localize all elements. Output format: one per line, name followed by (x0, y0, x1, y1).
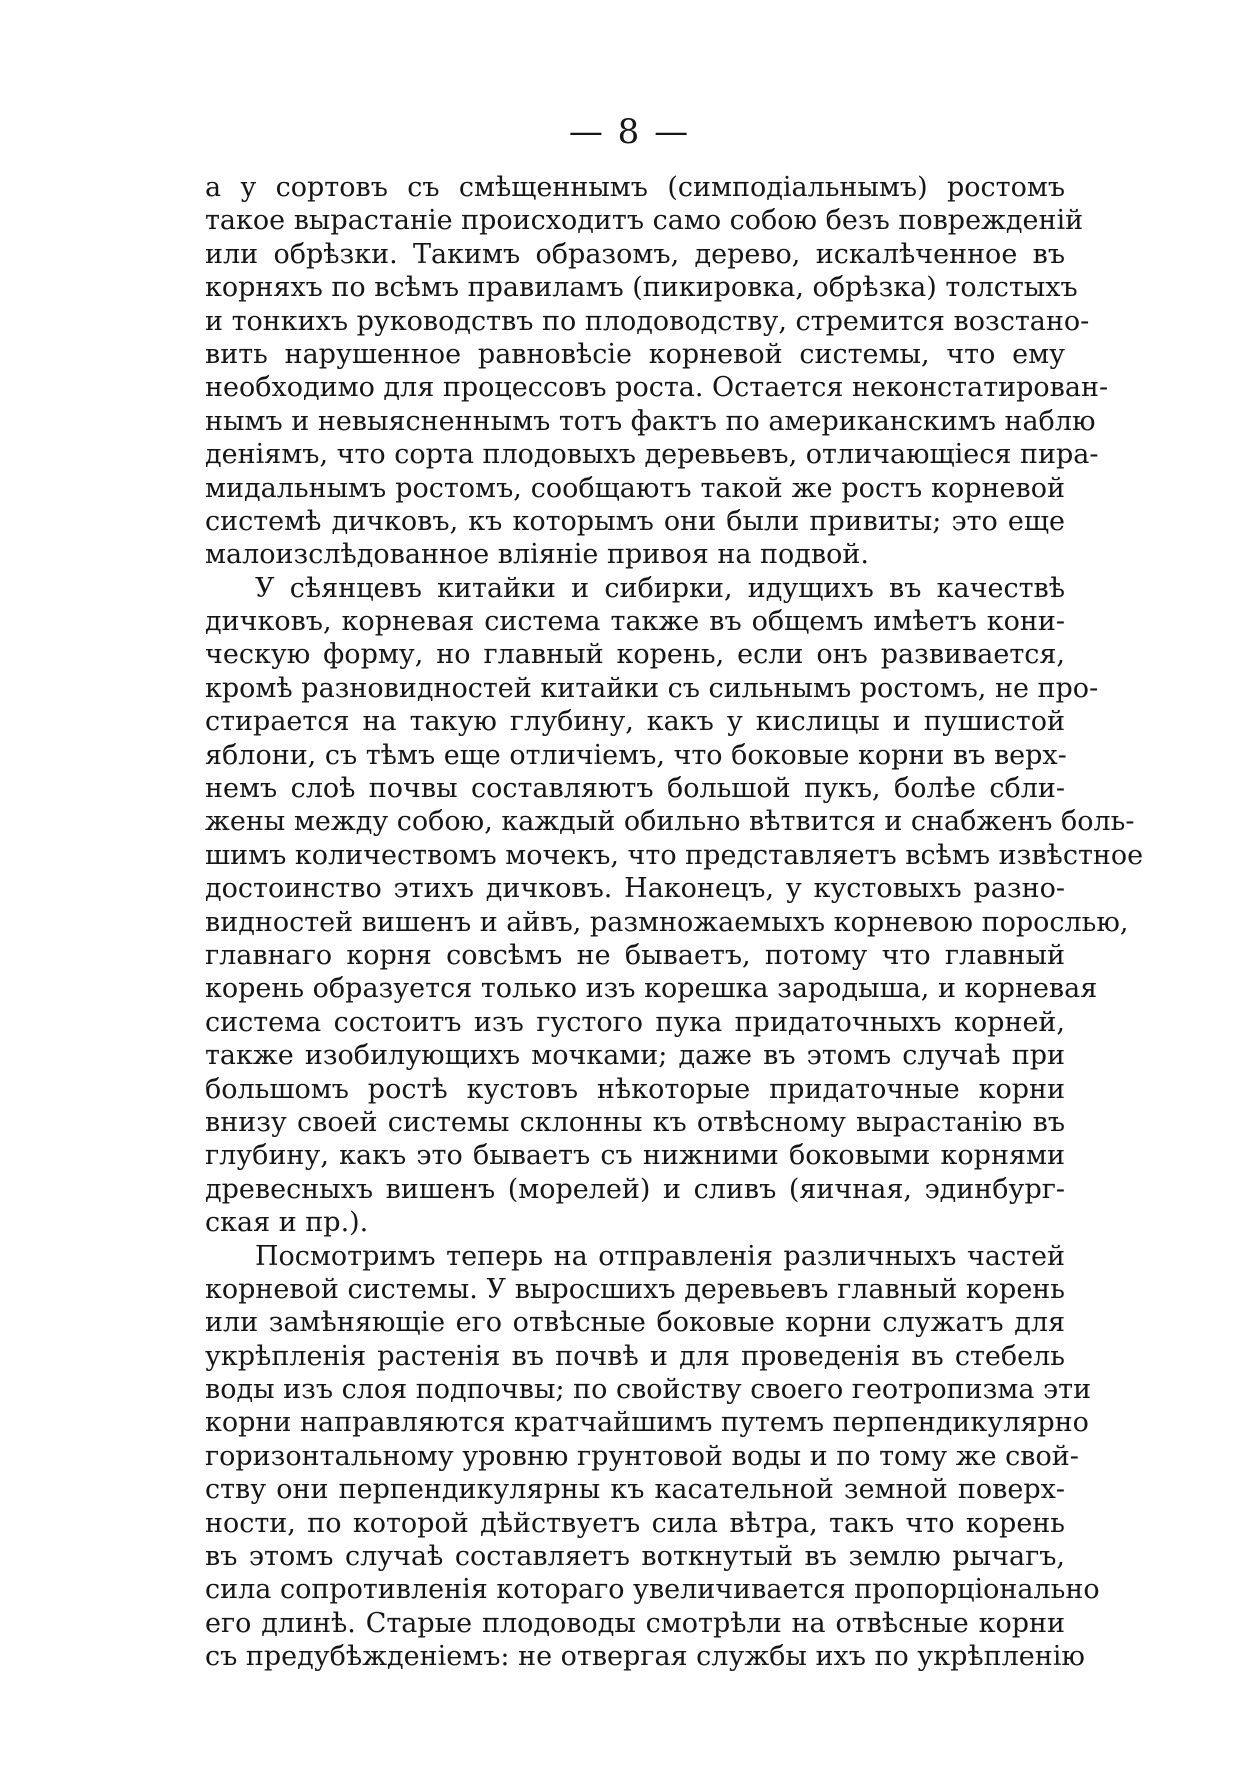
text-line: денiямъ, что сорта плодовыхъ деревьевъ, отличающiеся пира- (205, 439, 1099, 471)
text-line: также изобилующихъ мочками; даже въ этомъ случаѣ при (205, 1040, 1065, 1072)
text-line: вить нарушенное равновѣсiе корневой системы, что ему (205, 338, 1065, 370)
text-line: горизонтальному уровню грунтовой воды и по тому же свой- (205, 1440, 1079, 1472)
text-line: дичковъ, корневая система также въ общемъ имѣетъ кони- (205, 606, 1065, 638)
text-line: немъ слоѣ почвы составляютъ большой пукъ, болѣе сбли- (205, 773, 1065, 805)
text-line: ская и пр.). (205, 1207, 369, 1239)
text-line: яблони, съ тѣмъ еще отличiемъ, что боковые корни въ верх- (205, 739, 1067, 771)
text-line: и тонкихъ руководствъ по плодоводству, стремится возстано- (205, 305, 1090, 337)
text-line: система состоитъ изъ густого пука придаточныхъ корней, (205, 1006, 1065, 1038)
text-line: глубину, какъ это бываетъ съ нижними боковыми корнями (205, 1140, 1065, 1172)
text-line: укрѣпленiя растенiя въ почвѣ и для проведенiя въ стебель (205, 1340, 1065, 1372)
text-line: въ этомъ случаѣ составляетъ воткнутый въ землю рычагъ, (205, 1541, 1065, 1573)
text-line: древесныхъ вишенъ (морелей) и сливъ (яичная, эдинбург- (205, 1173, 1065, 1205)
text-line: ности, по которой дѣйствуетъ сила вѣтра, такъ что корень (205, 1507, 1065, 1539)
text-line: необходимо для процессовъ роста. Остается неконстатирован- (205, 372, 1109, 404)
text-line: внизу своей системы склонны къ отвѣсному вырастанiю въ (205, 1106, 1065, 1138)
text-line: видностей вишенъ и айвъ, размножаемыхъ корневою порослью, (205, 906, 1129, 938)
text-line: главнаго корня совсѣмъ не бываетъ, потому что главный (205, 939, 1065, 971)
text-line: корень образуется только изъ корешка зародыша, и корневая (205, 973, 1098, 1005)
text-line: сила сопротивленiя котораго увеличивается пропорцiонально (205, 1574, 1100, 1606)
text-line: или замѣняющiе его отвѣсные боковые корни служатъ для (205, 1307, 1065, 1339)
text-line: ческую форму, но главный корень, если онъ развивается, (205, 639, 1065, 671)
text-line: шимъ количествомъ мочекъ, что представляетъ всѣмъ извѣстное (205, 839, 1144, 871)
text-line: мидальнымъ ростомъ, сообщаютъ такой же ростъ корневой (205, 472, 1065, 504)
text-line: корни направляются кратчайшимъ путемъ перпендикулярно (205, 1407, 1089, 1439)
body-text (205, 171, 1144, 1674)
text-line: малоизслѣдованное влiянiе привоя на подвой. (205, 539, 869, 571)
text-line: системѣ дичковъ, къ которымъ они были привиты; это еще (205, 505, 1065, 537)
text-line: воды изъ слоя подпочвы; по свойству своего геотропизма эти (205, 1374, 1092, 1406)
text-line: жены между собою, каждый обильно вѣтвится и снабженъ боль- (205, 806, 1135, 838)
text-line: кромѣ разновидностей китайки съ сильнымъ ростомъ, не про- (205, 672, 1099, 704)
text-line: или обрѣзки. Такимъ образомъ, дерево, искалѣченное въ (205, 238, 1065, 270)
text-line: Посмотримъ теперь на отправленiя различныхъ частей (255, 1240, 1065, 1272)
text-line: корневой системы. У выросшихъ деревьевъ главный корень (205, 1273, 1065, 1305)
text-line: съ предубѣжденiемъ: не отвергая службы ихъ по укрѣпленiю (205, 1641, 1085, 1673)
text-line: его длинѣ. Старые плодоводы смотрѣли на отвѣсные корни (205, 1607, 1065, 1639)
text-line: достоинство этихъ дичковъ. Наконецъ, у кустовыхъ разно- (205, 873, 1065, 905)
text-line: ству они перпендикулярны къ касательной земной поверх- (205, 1474, 1065, 1506)
text-line: а у сортовъ съ смѣщеннымъ (симподiальнымъ) ростомъ (205, 172, 1065, 203)
page-number: — 8 — (568, 112, 691, 152)
text-line: корняхъ по всѣмъ правиламъ (пикировка, обрѣзка) толстыхъ (205, 272, 1078, 304)
text-line: стирается на такую глубину, какъ у кислицы и пушистой (205, 706, 1065, 738)
text-line: такое вырастанiе происходитъ само собою безъ поврежденiй (205, 205, 1084, 237)
text-line: У сѣянцевъ китайки и сибирки, идущихъ въ качествѣ (255, 572, 1065, 604)
text-line: большомъ ростѣ кустовъ нѣкоторые придаточные корни (205, 1073, 1065, 1105)
text-line: нымъ и невыясненнымъ тотъ фактъ по американскимъ наблю (205, 405, 1096, 437)
